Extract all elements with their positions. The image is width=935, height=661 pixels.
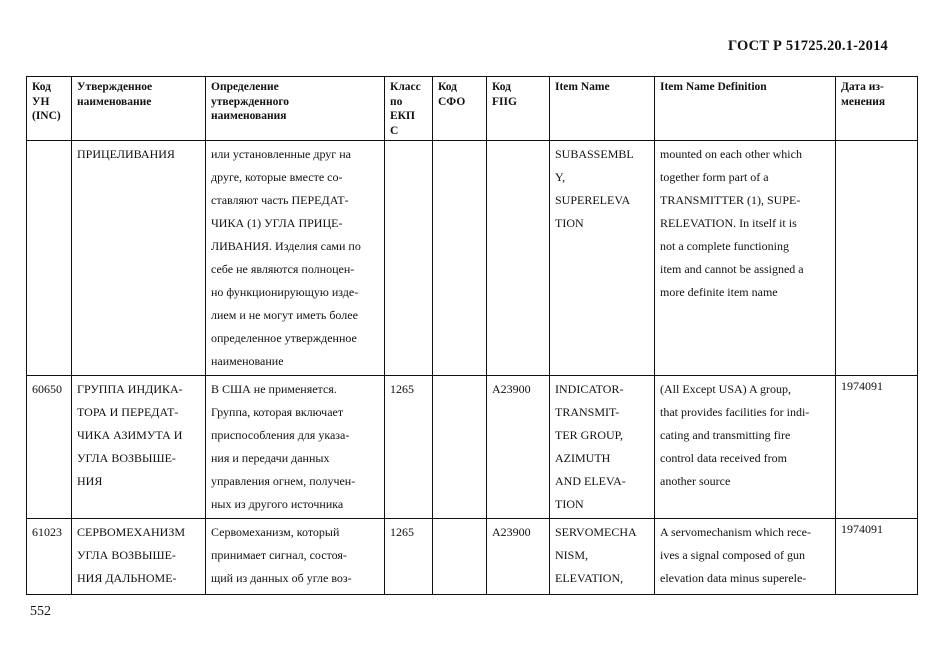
cell-inc: 60650 — [27, 376, 72, 519]
cell-item-name-definition: mounted on each other which together form part of a TRANSMITTER (1), SUPE- RELEVATION. In itself it is not a complete functioning item and cannot be assigned a more definite item name — [655, 141, 836, 376]
cell-item-name-definition: A servomechanism which rece- ives a signal composed of gun elevation data minus superele- — [655, 519, 836, 595]
col-header-approved-name: Утвержденное наименование — [72, 77, 206, 141]
cell-change-date — [836, 141, 918, 376]
col-header-change-date: Дата из- менения — [836, 77, 918, 141]
col-header-sfo: Код СФО — [433, 77, 487, 141]
cell-item-name: SERVOMECHA NISM, ELEVATION, — [550, 519, 655, 595]
cell-fiig: A23900 — [487, 519, 550, 595]
cell-item-name: SUBASSEMBL Y, SUPERELEVA TION — [550, 141, 655, 376]
col-header-fiig: Код FIIG — [487, 77, 550, 141]
cell-change-date: 1974091 — [836, 376, 918, 519]
cell-class: 1265 — [385, 519, 433, 595]
cell-sfo — [433, 519, 487, 595]
cell-sfo — [433, 141, 487, 376]
cell-approved-name: СЕРВОМЕХАНИЗМ УГЛА ВОЗВЫШЕ- НИЯ ДАЛЬНОМЕ- — [72, 519, 206, 595]
cell-item-name-definition: (All Except USA) A group, that provides facilities for indi- cating and transmitting fire control data received from another source — [655, 376, 836, 519]
page-number: 552 — [30, 604, 51, 619]
table-row — [27, 519, 918, 595]
header-row — [27, 77, 918, 141]
cell-item-name: INDICATOR- TRANSMIT- TER GROUP, AZIMUTH AND ELEVA- TION — [550, 376, 655, 519]
cell-change-date: 1974091 — [836, 519, 918, 595]
cell-definition: Сервомеханизм, который принимает сигнал, состоя- щий из данных об угле воз- — [206, 519, 385, 595]
cell-class — [385, 141, 433, 376]
col-header-item-name-definition: Item Name Definition — [655, 77, 836, 141]
cell-class: 1265 — [385, 376, 433, 519]
col-header-item-name: Item Name — [550, 77, 655, 141]
cell-sfo — [433, 376, 487, 519]
table-row — [27, 376, 918, 519]
standard-code: ГОСТ Р 51725.20.1-2014 — [727, 38, 888, 54]
cell-approved-name: ПРИЦЕЛИВАНИЯ — [72, 141, 206, 376]
catalog-table — [26, 76, 918, 595]
cell-definition: или установленные друг на друге, которые вместе со- ставляют часть ПЕРЕДАТ- ЧИКА (1) УГЛА ПРИЦЕ- ЛИВАНИЯ. Изделия сами по себе не являются полноцен- но функционирующую изде- лием и не могут иметь более определенное утвержденное наименование — [206, 141, 385, 376]
cell-inc: 61023 — [27, 519, 72, 595]
col-header-definition: Определение утвержденного наименования — [206, 77, 385, 141]
col-header-class: Класс по ЕКП С — [385, 77, 433, 141]
cell-definition: В США не применяется. Группа, которая включает приспособления для указа- ния и передачи данных управления огнем, получен- ных из другого источника — [206, 376, 385, 519]
col-header-inc: Код УН (INC) — [27, 77, 72, 141]
cell-fiig: A23900 — [487, 376, 550, 519]
cell-fiig — [487, 141, 550, 376]
cell-inc — [27, 141, 72, 376]
cell-approved-name: ГРУППА ИНДИКА- ТОРА И ПЕРЕДАТ- ЧИКА АЗИМУТА И УГЛА ВОЗВЫШЕ- НИЯ — [72, 376, 206, 519]
table-row — [27, 141, 918, 376]
